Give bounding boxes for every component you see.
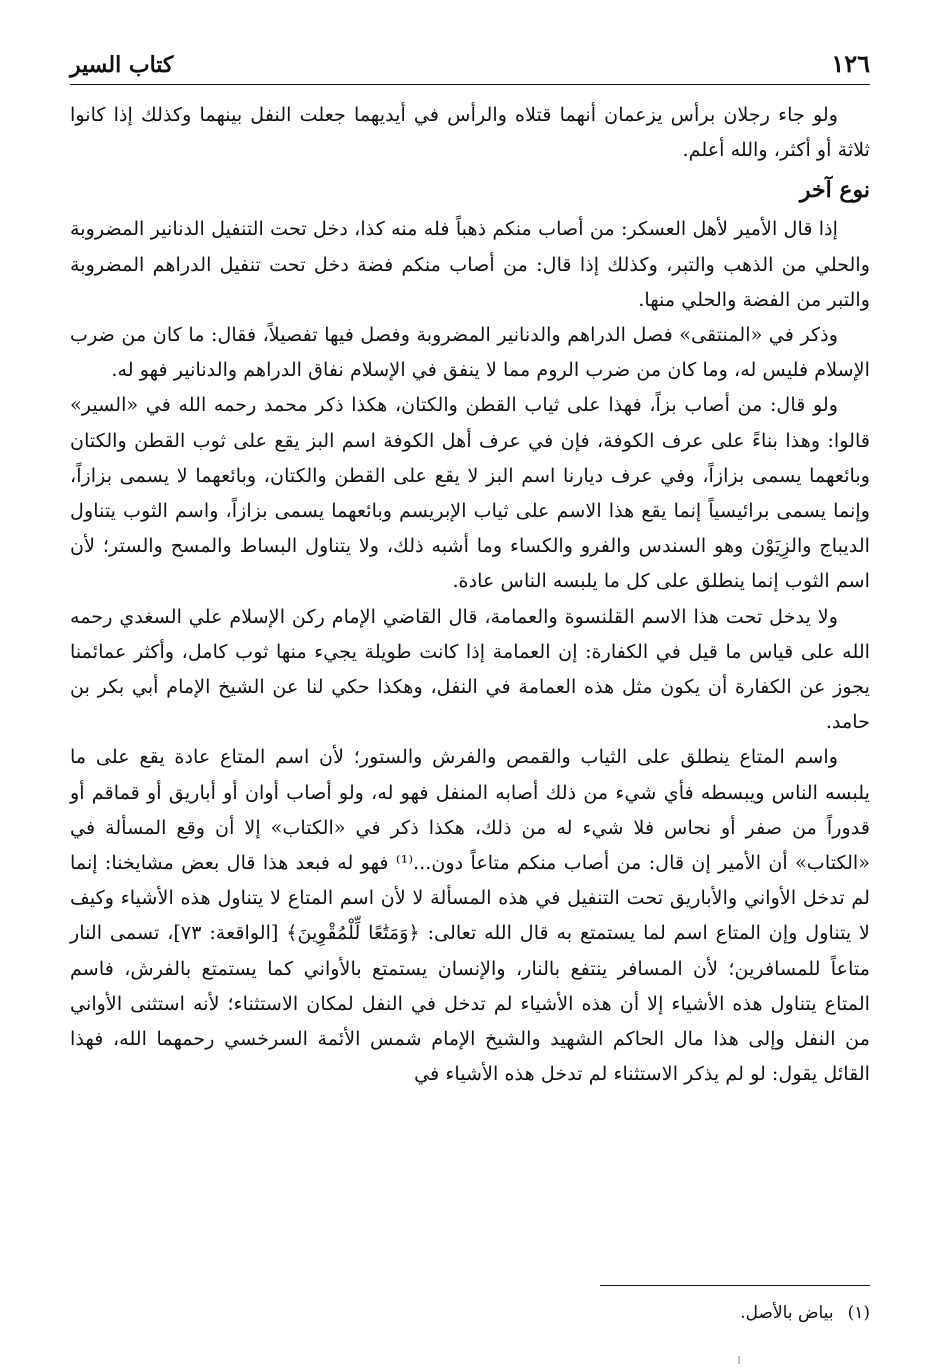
paragraph-4: ولو قال: من أصاب بزاً، فهذا على ثياب القطن والكتان، هكذا ذكر محمد رحمه الله في «السير» قالوا: وهذا بناءً على عرف الكوفة، فإن في عرف أهل الكوفة اسم البز يقع على ثوب القطن والكتان وبائعهما يسمى بزازاً، وفي عرف ديارنا اسم البز لا يقع على القطن والكتان، وبائعهما لا يسمى بزازاً، وإنما يسمى برائيسياً إنما يقع هذا الاسم على ثياب الإبريسم وبائعهما يسمى بزازاً، واسم الثوب يتناول الديباج والزِيَوْن وهو السندس والفرو والكساء وما أشبه ذلك، ولا يتناول البساط والمسح والستر؛ لأن اسم الثوب إنما ينطلق على كل ما يلبسه الناس عادة. <box>70 393 870 593</box>
footnote-divider <box>600 1285 870 1286</box>
paragraph-1: ولو جاء رجلان برأس يزعمان أنهما قتلاه والرأس في أيديهما جعلت النفل بينهما وكذلك إذا كانوا ثلاثة أو أكثر، والله أعلم. <box>70 103 870 162</box>
book-title: كتاب السير <box>70 52 174 78</box>
scan-mark <box>738 1356 740 1364</box>
book-page <box>70 38 870 1338</box>
paragraph-3: وذكر في «المنتقى» فصل الدراهم والدنانير المضروبة وفصل فيها تفصيلاً، فقال: ما كان من ضرب الإسلام فليس له، وما كان من ضرب الروم مما لا ينفق في الإسلام نفاق الدراهم والدنانير فهو له. <box>70 323 870 382</box>
footnote-text: بياض بالأصل. <box>740 1303 834 1323</box>
paragraph-6: واسم المتاع ينطلق على الثياب والقمص والفرش والستور؛ لأن اسم المتاع عادة يقع على ما يلبسه الناس ويبسطه فأي شيء من ذلك أصابه المنفل فهو له، ولو أصاب أوان أو أباريق أو قماقم أو قدوراً من صفر أو نحاس فلا شيء له من ذلك، هكذا ذكر في «الكتاب» إلا أن وقع المسألة في «الكتاب» أن الأمير إن قال: من أصاب منكم متاعاً دون...⁽¹⁾ فهو له فبعد هذا قال بعض مشايخنا: إنما لم تدخل الأواني والأباريق تحت التنفيل في هذه المسألة لا لأن اسم المتاع لا يتناول هذه الأشياء وكيف لا يتناول وإن المتاع اسم لما يستمتع به قال الله تعالى: ﴿وَمَتَٰعًا لِّلْمُقْوِينَ﴾ [الواقعة: ٧٣]، تسمى النار متاعاً للمسافرين؛ لأن المسافر ينتفع بالنار، والإنسان يستمتع بالأواني كما يستمتع بالفرش، فاسم المتاع يتناول هذه الأشياء إلا أن هذه الأشياء لم تدخل في النفل لمكان الاستثناء؛ لأنه استثنى الأواني من النفل وإلى هذا مال الحاكم الشهيد والشيخ الإمام شمس الأئمة السرخسي رحمهما الله، فهذا القائل يقول: لو لم يذكر الاستثناء لم تدخل هذه الأشياء في <box>70 745 870 1086</box>
main-text <box>70 97 870 1091</box>
section-heading: نوع آخر <box>799 177 870 204</box>
footnote <box>740 1300 870 1326</box>
footnote-number: (١) <box>847 1303 870 1323</box>
page-number: ١٢٦ <box>831 49 870 78</box>
paragraph-2: إذا قال الأمير لأهل العسكر: من أصاب منكم ذهباً فله منه كذا، دخل تحت التنفيل الدنانير المضروبة والحلي من الذهب والتبر، وكذلك إذا قال: من أصاب منكم فضة دخل تحت تنفيل الدراهم المضروبة والتبر من الفضة والحلي منها. <box>70 217 871 311</box>
paragraph-5: ولا يدخل تحت هذا الاسم القلنسوة والعمامة، قال القاضي الإمام ركن الإسلام علي السغدي رحمه الله على قياس ما قيل في الكفارة: إن العمامة إذا كانت طويلة يجيء منها ثوب كامل، وأكثر عمائمنا يجوز عن الكفارة أن يكون مثل هذه العمامة في النفل، وهكذا حكي لنا عن الشيخ الإمام أبي بكر بن حامد. <box>70 604 870 734</box>
page-header <box>70 38 870 85</box>
